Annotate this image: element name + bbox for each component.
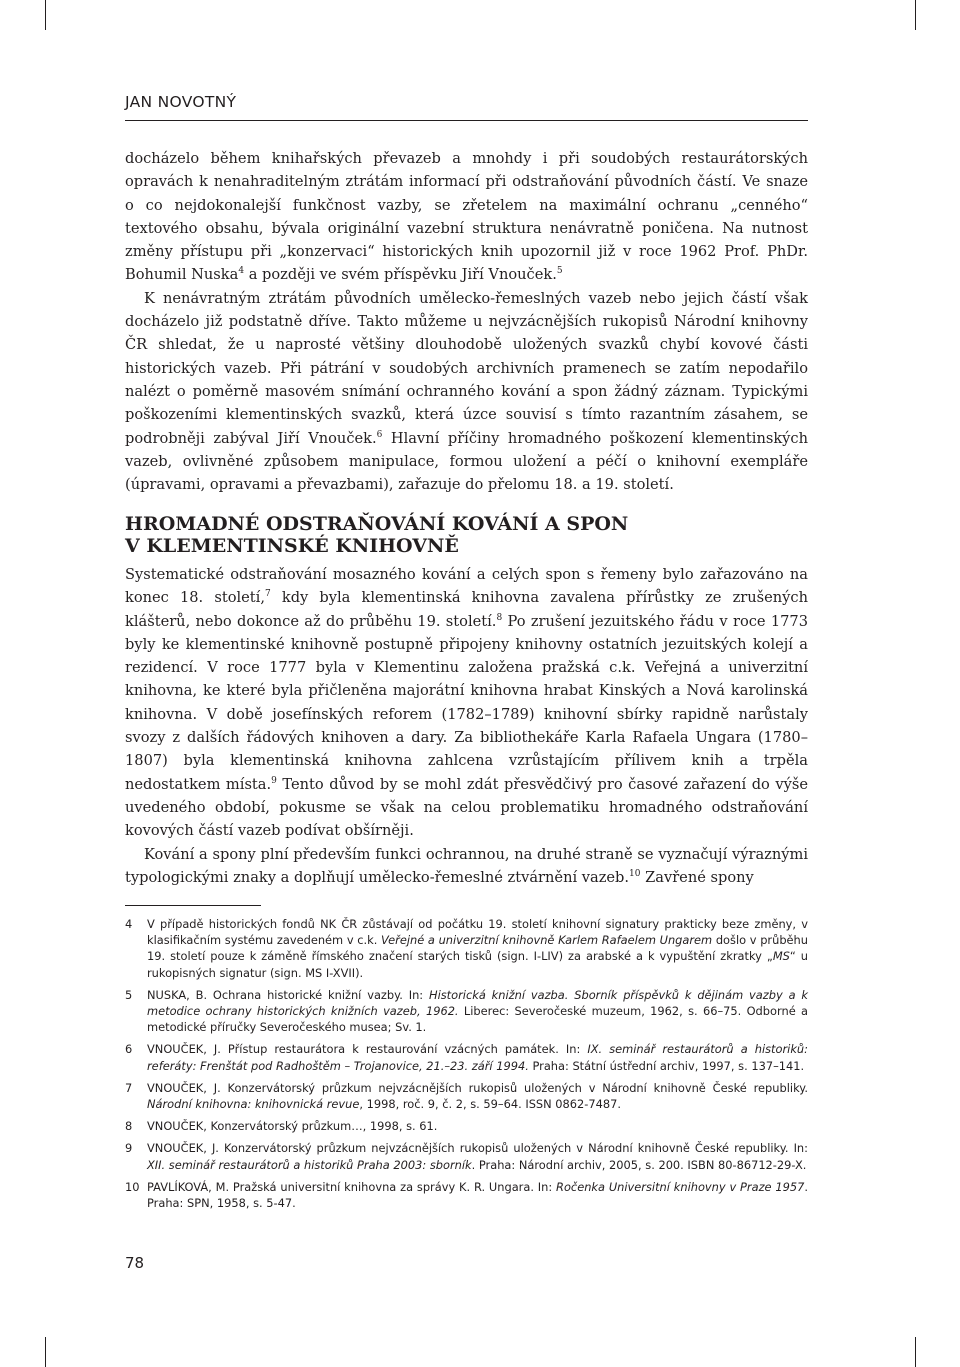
- crop-mark-bottom-right: [915, 1337, 916, 1367]
- paragraph: Systematické odstraňování mosazného kování a celých spon s řemeny bylo zařazováno na konec 18. století,$^7$ kdy byla klementinská knihovna zavalena přírůstky ze zrušených klášterů, nebo dokonce až do průběhu 19. století.$^8$ Po zrušení jezuitského řádu v roce 1773 byly ke klementinské knihovně postupně připojeny knihovny ostatních jezuitských kolejí a rezidencí. V roce 1777 byla v Klementinu založena pražská c.k. Veřejná a univerzitní knihovna, ke které byla přičleněna majorátní knihovna hrabat Kinských a Nová karolinská knihovna. V době josefínských reforem (1782–1789) knihovní sbírky rapidně narůstaly svozy z dalších řádových knihoven a dary. Za bibliothekáře Karla Rafaela Ungara (1780–1807) byla klementinská knihovna zahlcena vzrůstajícím přílivem knih a trpěla nedostatkem místa.$^9$ Tento důvod by se mohl zdát přesvědčivý pro časové zařazení do výše uvedeného období, pokusme se však na celou problematiku hromadného odstraňování kovových částí vazeb podívat obšírněji.: [125, 566, 808, 840]
- section-heading: [125, 513, 808, 557]
- footnote-text: VNOUČEK, J. Konzervátorský průzkum nejvzácnějších rukopisů uložených v Národní knihovně České republiky. Národní knihovna: knihovnická revue, 1998, roč. 9, č. 2, s. 59–64. ISSN 0862-7487.: [147, 1080, 808, 1112]
- footnote-ref[interactable]: 7: [264, 589, 271, 600]
- crop-mark-bottom-left: [45, 1337, 46, 1367]
- footnote-number: 9: [125, 1141, 133, 1156]
- footnote-text: V případě historických fondů NK ČR zůstávají od počátku 19. století knihovní signatury prakticky beze změny, v klasifikačním systému zavedeném v c.k. Veřejné a univerzitní knihovně Karlem Rafaelem Ungarem došlo v průběhu 19. století pouze k záměně římského značení starých tisků (sign. I-LIV) za arabské a k vypuštění zkratky „MS“ u rukopisných signatur (sign. MS I-XVII).: [147, 917, 809, 980]
- footnote-text: PAVLÍKOVÁ, M. Pražská universitní knihovna za správy K. R. Ungara. In: Ročenka Universitní knihovny v Praze 1957. Praha: SPN, 1958, s. 5-47.: [147, 1179, 808, 1211]
- heading-line-1: HROMADNÉ ODSTRAŇOVÁNÍ KOVÁNÍ A SPON: [125, 513, 629, 535]
- footnote: [125, 987, 808, 1036]
- footnote-ref[interactable]: 6: [376, 429, 383, 440]
- crop-mark-top-right: [915, 0, 916, 30]
- heading-line-2: V KLEMENTINSKÉ KNIHOVNĚ: [125, 535, 459, 557]
- footnotes-list: [125, 916, 808, 1217]
- footnote: [125, 1179, 808, 1211]
- footnote: [125, 1041, 808, 1073]
- footnote-text: VNOUČEK, J. Přístup restaurátora k restaurování vzácných památek. In: IX. seminář restaurátorů a historiků: referáty: Frenštát pod Radhoštěm – Trojanovice, 21.–23. září 1994. Praha: Státní ústřední archiv, 1997, s. 137–141.: [147, 1042, 808, 1073]
- footnote-text: NUSKA, B. Ochrana historické knižní vazby. In: Historická knižní vazba. Sborník příspěvků k dějinám vazby a k metodice ochrany historických knižních vazeb, 1962. Liberec: Severočeské muzeum, 1962, s. 66–75. Odborné a metodické příručky Severočeského musea; Sv. 1.: [147, 987, 808, 1035]
- footnote-ref[interactable]: 4: [238, 266, 245, 277]
- footnote: [125, 1140, 808, 1172]
- footnote-ref[interactable]: 8: [496, 612, 503, 623]
- footnote-text: VNOUČEK, J. Konzervátorský průzkum nejvzácnějších rukopisů uložených v Národní knihovně České republiky. In: XII. seminář restaurátorů a historiků Praha 2003: sborník. Praha: Národní archiv, 2005, s. 200. ISBN 80-86712-29-X.: [147, 1141, 808, 1172]
- body-section-1: [125, 147, 808, 496]
- page-number: 78: [125, 1254, 145, 1272]
- paragraph: docházelo během knihařských převazeb a mnohdy i při soudobých restaurátorských opravách k nenahraditelným ztrátám informací při odstraňování původních částí. Ve snaze o co nejdokonalejší funkčnost vazby, se zřetelem na maximální ochranu „cenného“ textového obsahu, bývala originální vazební struktura nenávratně poničena. Na nutnost změny přístupu při „konzervaci“ historických knih upozornil již v roce 1962 Prof. PhDr. Bohumil Nuska$^4$ a později ve svém příspěvku Jiří Vnouček.$^5$: [125, 150, 808, 284]
- header-rule: [125, 120, 808, 121]
- footnote-rule: [125, 905, 261, 906]
- footnote-number: 7: [125, 1080, 133, 1095]
- paragraph: K nenávratným ztrátám původních umělecko-řemeslných vazeb nebo jejich částí však docházelo již podstatně dříve. Takto můžeme u nejvzácnějších rukopisů Národní knihovny ČR shledat, že u naprosté většiny dlouhodobě uložených svazků chybí kovové části historických vazeb. Při pátrání v soudobých archivních pramenech se zatím nepodařilo nalézt o poměrně masovém snímání ochranného kování a spon žádný záznam. Typickými poškozeními klementinských svazků, která úzce souvisí s tímto razantním zásahem, se podrobněji zabýval Jiří Vnouček.$^6$ Hlavní příčiny hromadného poškození klementinských vazeb, ovlivněné způsobem manipulace, formou uložení a péčí o knihovní exempláře (úpravami, opravami a převazbami), zařazuje do přelomu 18. a 19. století.: [125, 289, 808, 494]
- paragraph: Kování a spony plní především funkci ochrannou, na druhé straně se vyznačují výraznými typologickými znaky a doplňují umělecko-řemeslné ztvárnění vazeb.$^{10}$ Zavřené spony: [125, 845, 808, 886]
- footnote-text: VNOUČEK, Konzervátorský průzkum…, 1998, s. 61.: [147, 1119, 438, 1134]
- footnote-ref[interactable]: 9: [271, 775, 277, 786]
- footnote-number: 5: [125, 987, 133, 1002]
- body-section-2: [125, 563, 808, 889]
- running-head: JAN NOVOTNÝ: [125, 93, 237, 111]
- footnote-ref[interactable]: 5: [556, 266, 563, 277]
- footnote: [125, 1080, 808, 1112]
- footnote-number: 10: [125, 1179, 140, 1194]
- footnote: [125, 1118, 808, 1134]
- crop-mark-top-left: [45, 0, 46, 30]
- footnote-ref[interactable]: 10: [629, 868, 641, 879]
- footnote-number: 4: [125, 917, 133, 931]
- footnote-number: 8: [125, 1119, 133, 1134]
- footnote: [125, 916, 808, 981]
- footnote-number: 6: [125, 1042, 133, 1057]
